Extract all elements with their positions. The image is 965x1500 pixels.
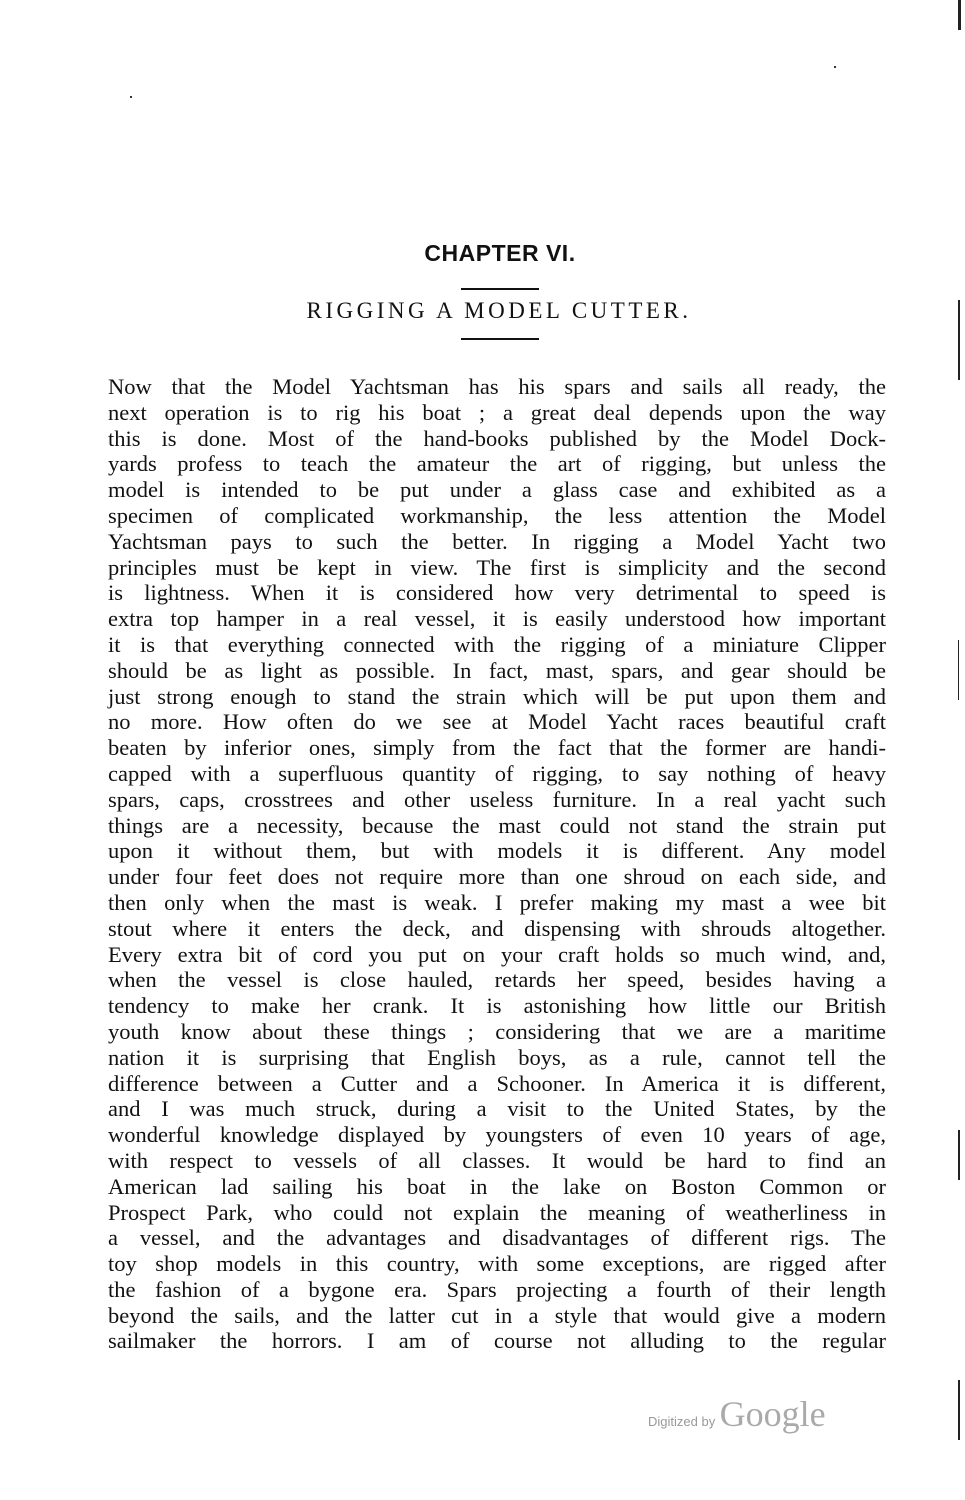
text-line: beyond the sails, and the latter cut in a style that would give a modern	[108, 1302, 886, 1328]
speck	[834, 66, 836, 68]
text-line: stout where it enters the deck, and dispensing with shrouds altogether.	[108, 915, 886, 941]
text-line: specimen of complicated workmanship, the less attention the Model	[108, 502, 886, 528]
divider-rule	[461, 338, 539, 340]
digitized-by-google-watermark	[648, 1393, 826, 1435]
watermark-prefix: Digitized by	[648, 1414, 716, 1429]
chapter-number: CHAPTER VI.	[424, 240, 576, 266]
text-line: spars, caps, crosstrees and other useless furniture. In a real yacht such	[108, 786, 886, 812]
text-line: capped with a superfluous quantity of rigging, to say nothing of heavy	[108, 760, 886, 786]
text-line: with respect to vessels of all classes. It would be hard to find an	[108, 1147, 886, 1173]
text-line: it is that everything connected with the rigging of a miniature Clipper	[108, 631, 886, 657]
chapter-title: RIGGING A MODEL CUTTER.	[306, 298, 692, 323]
text-line: principles must be kept in view. The first is simplicity and the second	[108, 554, 886, 580]
text-line: Every extra bit of cord you put on your craft holds so much wind, and,	[108, 941, 886, 967]
text-line: extra top hamper in a real vessel, it is easily understood how important	[108, 606, 886, 632]
text-line: just strong enough to stand the strain which will be put upon them and	[108, 683, 886, 709]
text-line: tendency to make her crank. It is astonishing how little our British	[108, 993, 886, 1019]
text-line: when the vessel is close hauled, retards her speed, besides having a	[108, 967, 886, 993]
text-line: wonderful knowledge displayed by youngsters of even 10 years of age,	[108, 1122, 886, 1148]
text-line: next operation is to rig his boat ; a great deal depends upon the way	[108, 399, 886, 425]
text-line: sailmaker the horrors. I am of course not alluding to the regular	[108, 1328, 886, 1354]
text-line: youth know about these things ; considering that we are a maritime	[108, 1018, 886, 1044]
text-line: Yachtsman pays to such the better. In rigging a Model Yacht two	[108, 528, 886, 554]
text-line: model is intended to be put under a glass case and exhibited as a	[108, 477, 886, 503]
text-line: American lad sailing his boat in the lake on Boston Common or	[108, 1173, 886, 1199]
text-line: difference between a Cutter and a Schooner. In America it is different,	[108, 1070, 886, 1096]
text-line: yards profess to teach the amateur the art of rigging, but unless the	[108, 451, 886, 477]
text-line: no more. How often do we see at Model Yacht races beautiful craft	[108, 709, 886, 735]
text-line: beaten by inferior ones, simply from the fact that the former are handi-	[108, 735, 886, 761]
text-line: should be as light as possible. In fact, mast, spars, and gear should be	[108, 657, 886, 683]
body-text	[108, 374, 886, 1354]
text-line: the fashion of a bygone era. Spars projecting a fourth of their length	[108, 1276, 886, 1302]
text-line: this is done. Most of the hand-books published by the Model Dock-	[108, 425, 886, 451]
divider-rule	[461, 288, 539, 290]
text-line: then only when the mast is weak. I prefer making my mast a wee bit	[108, 889, 886, 915]
text-line: Now that the Model Yachtsman has his spars and sails all ready, the	[108, 374, 886, 399]
text-line: upon it without them, but with models it is different. Any model	[108, 838, 886, 864]
text-line: a vessel, and the advantages and disadvantages of different rigs. The	[108, 1225, 886, 1251]
google-logo: Google	[719, 1394, 826, 1434]
text-line: Prospect Park, who could not explain the meaning of weatherliness in	[108, 1199, 886, 1225]
text-line: and I was much struck, during a visit to the United States, by the	[108, 1096, 886, 1122]
speck	[130, 96, 132, 98]
text-line: things are a necessity, because the mast could not stand the strain put	[108, 812, 886, 838]
text-line: is lightness. When it is considered how very detrimental to speed is	[108, 580, 886, 606]
text-line: toy shop models in this country, with some exceptions, are rigged after	[108, 1251, 886, 1277]
text-line: under four feet does not require more than one shroud on each side, and	[108, 864, 886, 890]
text-line: nation it is surprising that English boys, as a rule, cannot tell the	[108, 1044, 886, 1070]
page-edge	[958, 0, 961, 1500]
